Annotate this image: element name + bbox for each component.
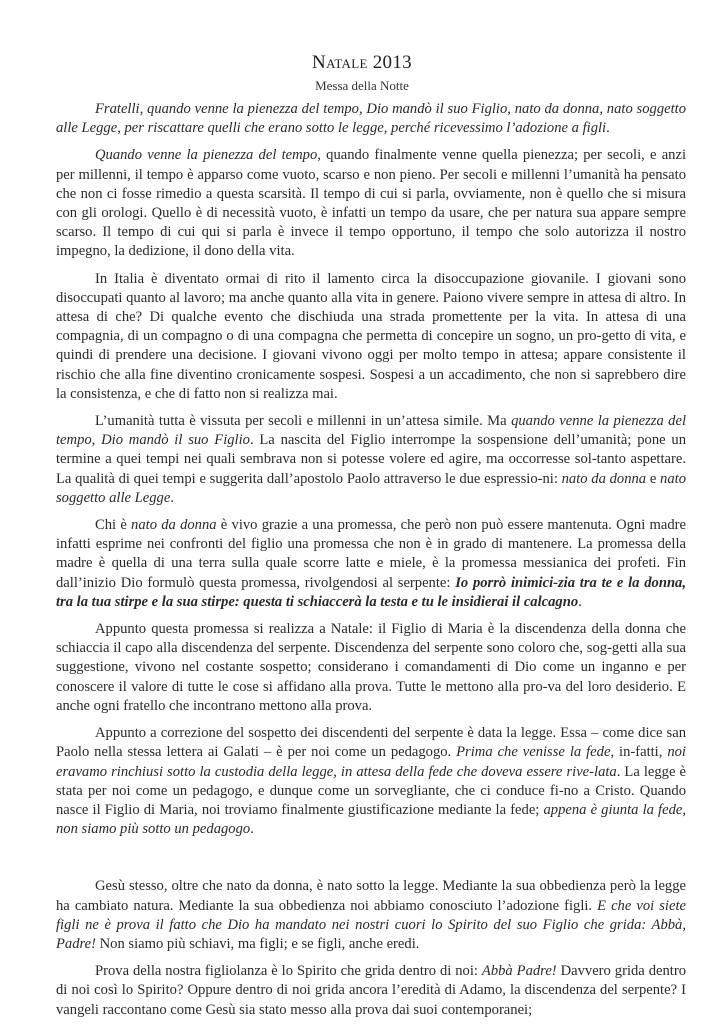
text-run: Non siamo più schiavi, ma figli; e se figli, anche eredi. (95, 935, 420, 952)
page-subtitle: Messa della Notte (315, 78, 409, 93)
italic-text: appena è giunta la fede, non siamo più sotto un pedagogo (56, 801, 686, 838)
paragraph (56, 877, 686, 954)
text-run: , quando finalmente venne quella pienezza; per secoli, e anzi per millenni, il tempo è apparso come vuoto, scarso e non pieno. Per secoli e millenni l’umanità ha pensato che non ci fosse rimedio a questa scarsità. Il tempo di cui si parla, ovviamente, non è quello che si misura con gli orologi. Quello è di necessità vuoto, è infatti un tempo da usare, che per natura sua appare sempre scarso. Il tempo di cui qui si parla è invece il tempo opportuno, il tempo che solo autorizza il nostro impegno, la dedizione, il dono della vita. (56, 147, 687, 260)
paragraph (56, 962, 686, 1020)
page-title (0, 52, 724, 74)
paragraph (56, 146, 686, 261)
text-run: . (170, 489, 174, 506)
italic-text: Prima che venisse la fede (456, 744, 611, 761)
text-run: Appunto a correzione del sospetto dei discendenti del serpente è data la legge. Essa – come dice san Paolo nella stessa lettera ai Galati – è per noi come un pedagogo. (56, 725, 686, 761)
text-run: . (578, 593, 582, 610)
bold-italic-text: Io porrò inimici-zia tra te e la donna, tra la tua stirpe e la sua stirpe: questa ti schiaccerà la testa e tu le insidierai il calcagno (56, 574, 687, 610)
document-body (56, 100, 686, 1028)
italic-text: nato soggetto alle Legge (56, 470, 686, 506)
paragraph (56, 620, 686, 716)
text-run: , in-fatti, (610, 744, 668, 761)
text-run: Davvero grida dentro di noi così lo Spirito? Oppure dentro di noi grida ancora l’eredità di Adamo, la discendenza del serpente? I vangeli raccontano come Gesù sia stato messo alla prova dai suoi contemporanei; (56, 963, 686, 1018)
text-run: L’umanità tutta è vissuta per secoli e millenni in un’attesa simile. Ma (95, 413, 512, 430)
section-gap (56, 847, 686, 877)
italic-text: Quando venne la pienezza del tempo (95, 147, 318, 164)
italic-text: Fratelli, quando venne la pienezza del tempo, Dio mandò il suo Figlio, nato da donna, nato soggetto alle Legge, per riscattare quelli che erano sotto le legge, perché ricevessimo l’adozione a figli (56, 101, 686, 137)
paragraph (56, 516, 686, 612)
text-run: In Italia è diventato ormai di rito il lamento circa la disoccupazione giovanile. I giovani sono disoccupati quanto al lavoro; ma anche quanto alla vita in genere. Paiono vivere sempre in attesa di altro. In attesa di che? Di qualche evento che dischiuda una strada promettente per la vita. In attesa di una compagnia, di un compagno o di una compagna che permetta di concepire un sogno, un pro-getto di vita, e quindi di prendere una decisione. I giovani vivono oggi per molto tempo in attesa; appare consistente il rischio che alla fine diventino cronicamente sospesi. Sospesi a un accadimento, che non si saprebbero dire la consistenza, e che di fatto non si realizza mai. (56, 270, 686, 402)
italic-text: nato da donna (131, 517, 217, 534)
italic-text: E che voi siete figli ne è prova il fatto che Dio ha mandato nei nostri cuori lo Spirito del suo Figlio che grida: Abbà, Padre! (56, 897, 686, 952)
title-text: Natale 2013 (312, 52, 412, 73)
italic-text: quando venne la pienezza del tempo, Dio mandò il suo Figlio (56, 413, 686, 449)
text-run: . La nascita del Figlio interrompe la sospensione dell’umanità; pone un termine a quei tempi nei quali sembrava non si potesse volere ed agire, ma occorresse sol-tanto aspettare. La qualità di quei tempi e suggerita dall’apostolo Paolo attraverso le due espressio-ni: (56, 432, 686, 487)
paragraph (56, 270, 686, 404)
text-run: . La legge è stata per noi come un pedagogo, e dunque come un sorvegliante, che ci conduce fi-no a Cristo. Quando nasce il Figlio di Maria, noi troviamo finalmente giustificazione mediante la fede; (56, 763, 686, 818)
text-run: Prova della nostra figliolanza è lo Spirito che grida dentro di noi: (95, 963, 482, 980)
paragraph (56, 724, 686, 839)
text-run: è vivo grazie a una promessa, che però non può essere mantenuta. Ogni madre infatti esprime nei confronti del figlio una promessa che non è in grado di mantenere. La promessa della madre è quella di una terra sulla quale scorre latte e miele, è la promessa messianica dei profeti. Fin dall’inizio Dio formulò questa promessa, rivolgendosi al serpente: (56, 517, 686, 591)
italic-text: noi eravamo rinchiusi sotto la custodia della legge, in attesa della fede che doveva essere rive-lata (56, 744, 686, 780)
paragraph (56, 100, 686, 138)
text-run: e (646, 470, 661, 487)
text-run: Chi è (95, 517, 132, 534)
text-run: . (606, 120, 610, 137)
italic-text: Abbà Padre! (481, 963, 557, 980)
text-run: Gesù stesso, oltre che nato da donna, è nato sotto la legge. Mediante la sua obbedienza però la legge ha cambiato natura. Mediante la sua obbedienza noi abbiamo conosciuto l’adozione figli. (56, 878, 686, 914)
text-run: Appunto questa promessa si realizza a Natale: il Figlio di Maria è la discendenza della donna che schiaccia il capo alla discendenza del serpente. Discendenza del serpente sono coloro che, sog-getti alla sua suggestione, vivono nel costante sospetto; considerano i comandamenti di Dio come un inganno e per conoscere il valore di tutte le cose si affidano alla prova. Tutte le mettono alla pro-va del loro desiderio. E anche ogni fratello che incontrano mettono alla prova. (56, 621, 686, 714)
italic-text: nato da donna (561, 470, 647, 487)
paragraph (56, 412, 686, 508)
text-run: . (250, 821, 254, 838)
